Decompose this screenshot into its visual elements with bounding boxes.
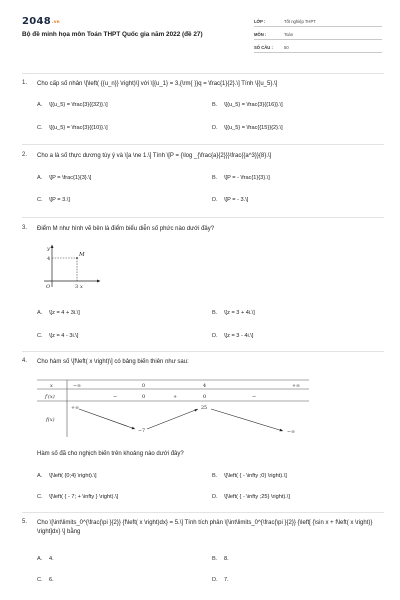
f-value-min: −7: [138, 429, 146, 434]
label-x-value: 3: [75, 284, 79, 290]
label-y-value: 4: [47, 256, 51, 262]
label-x: x: [80, 284, 83, 290]
q4-option-c[interactable]: C. \[\left( { - 7; + \infty } \right).\]: [37, 494, 119, 500]
question-number: 4.: [22, 358, 28, 364]
divider: [22, 512, 384, 513]
divider: [22, 217, 384, 218]
meta-question-count: SỐ CÂU : 50: [254, 40, 382, 53]
x-value-pos-inf: +∞: [292, 384, 301, 389]
question-number: 3.: [22, 225, 28, 231]
point-m: [76, 257, 78, 259]
q5-option-c[interactable]: C. 6.: [37, 577, 54, 583]
q3-option-c[interactable]: C. \[z = 4 - 3i.\]: [37, 333, 79, 339]
deriv-sign-3: −: [252, 394, 257, 400]
question-number: 1.: [22, 80, 28, 86]
arrowhead: [280, 429, 284, 432]
complex-plane-figure: [40, 243, 102, 293]
q5-option-d[interactable]: D. 7.: [212, 577, 229, 583]
meta-grade: LỚP : Tốt nghiệp THPT: [254, 14, 382, 27]
label-y: y: [47, 246, 50, 252]
question-subtext: Hàm số đã cho nghịch biến trên khoảng nào dưới đây?: [37, 451, 184, 457]
q3-option-b[interactable]: B. \[z = 3 + 4i.\]: [212, 310, 255, 316]
x-value-neg-inf: −∞: [73, 384, 82, 389]
q2-option-a[interactable]: A. \[P = \frac{1}{3}.\]: [37, 175, 92, 181]
question-number: 2.: [22, 152, 28, 158]
label-m: M: [79, 252, 85, 258]
q3-option-d[interactable]: D. \[z = 3 - 4i.\]: [212, 333, 254, 339]
q4-option-b[interactable]: B. \[\left( { - \infty ;0} \right).\]: [212, 473, 287, 479]
deriv-zero-2: 0: [203, 394, 207, 400]
deriv-sign-2: +: [173, 394, 178, 400]
q4-option-a[interactable]: A. \[\left( {0;4} \right).\]: [37, 473, 97, 479]
x-axis-arrow: [97, 280, 101, 283]
y-axis-arrow: [51, 245, 54, 249]
table-x-label: x: [50, 383, 53, 389]
x-value-0: 0: [142, 384, 146, 389]
divider: [22, 351, 384, 352]
q1-option-d[interactable]: D. \[{u_5} = \frac{{15}}{2}.\]: [212, 125, 283, 131]
exam-title: Bộ đề minh họa môn Toán THPT Quốc gia năm 2022 (đề 27): [22, 31, 203, 38]
divider: [22, 73, 384, 74]
exam-header: [22, 12, 382, 60]
q5-option-b[interactable]: B. 8.: [212, 556, 229, 562]
q4-option-d[interactable]: D. \[\left( { - \infty ;25} \right).\]: [212, 494, 290, 500]
question-text: Điểm M như hình vẽ bên là điểm biểu diễn số phức nào dưới đây?: [37, 226, 215, 232]
question-text: Cho cấp số nhân \[\left( {{u_n}} \right)\] với \[{u_1} = 3,{\rm{ }}q = \frac{1}{2}.\] Tính \[{u_5}.\]: [37, 81, 278, 87]
deriv-zero-1: 0: [142, 394, 146, 400]
q1-option-c[interactable]: C. \[{u_5} = \frac{3}{{10}}.\]: [37, 125, 108, 131]
f-value-pos-inf: +∞: [71, 406, 80, 411]
deriv-sign-1: −: [113, 394, 118, 400]
f-value-max: 25: [201, 406, 208, 411]
x-value-4: 4: [203, 384, 207, 389]
label-origin: O: [46, 284, 51, 290]
divider: [22, 144, 384, 145]
table-derivative-label: f′(x): [45, 394, 55, 400]
q2-option-d[interactable]: D. \[P = - 3.\]: [212, 197, 249, 203]
question-text: Cho hàm số \[f\left( x \right)\] có bảng biến thiên như sau:: [37, 359, 189, 365]
arrow-increasing: [147, 409, 198, 429]
q1-option-b[interactable]: B. \[{u_5} = \frac{3}{{16}}.\]: [212, 102, 283, 108]
exam-meta: [254, 14, 382, 53]
q1-option-a[interactable]: A. \[{u_5} = \frac{3}{{32}}.\]: [37, 102, 108, 108]
variation-table: [37, 379, 309, 439]
arrow-decreasing-1: [79, 409, 135, 429]
site-logo[interactable]: 2048.vn: [22, 16, 60, 27]
arrow-decreasing-2: [211, 409, 283, 431]
f-value-neg-inf: −∞: [287, 430, 296, 435]
q3-option-a[interactable]: A. \[z = 4 + 3i.\]: [37, 310, 80, 316]
meta-subject: MÔN : Toán: [254, 27, 382, 40]
table-function-label: f(x): [46, 417, 55, 423]
arrowhead: [195, 409, 199, 412]
q2-option-b[interactable]: B. \[P = - \frac{1}{3}.\]: [212, 175, 270, 181]
q5-option-a[interactable]: A. 4.: [37, 556, 54, 562]
question-text: Cho a là số thực dương tùy ý và \[a \ne 1.\] Tính \[P = {\log _{\frac{a}{2}}}\frac{{a^3}}{8}.\]: [37, 153, 272, 159]
q2-option-c[interactable]: C. \[P = 3.\]: [37, 197, 70, 203]
question-text: Cho \[\int\limits_0^{\frac{\pi }{2}} {f\left( x \right)dx} = 5.\] Tính tích phân \[\int\limits_0^{\frac{\pi }{2}} {\left[ {\sin x + f\left( x \right)} \right]dx} \] bằng: [37, 520, 373, 535]
question-number: 5.: [22, 519, 28, 525]
